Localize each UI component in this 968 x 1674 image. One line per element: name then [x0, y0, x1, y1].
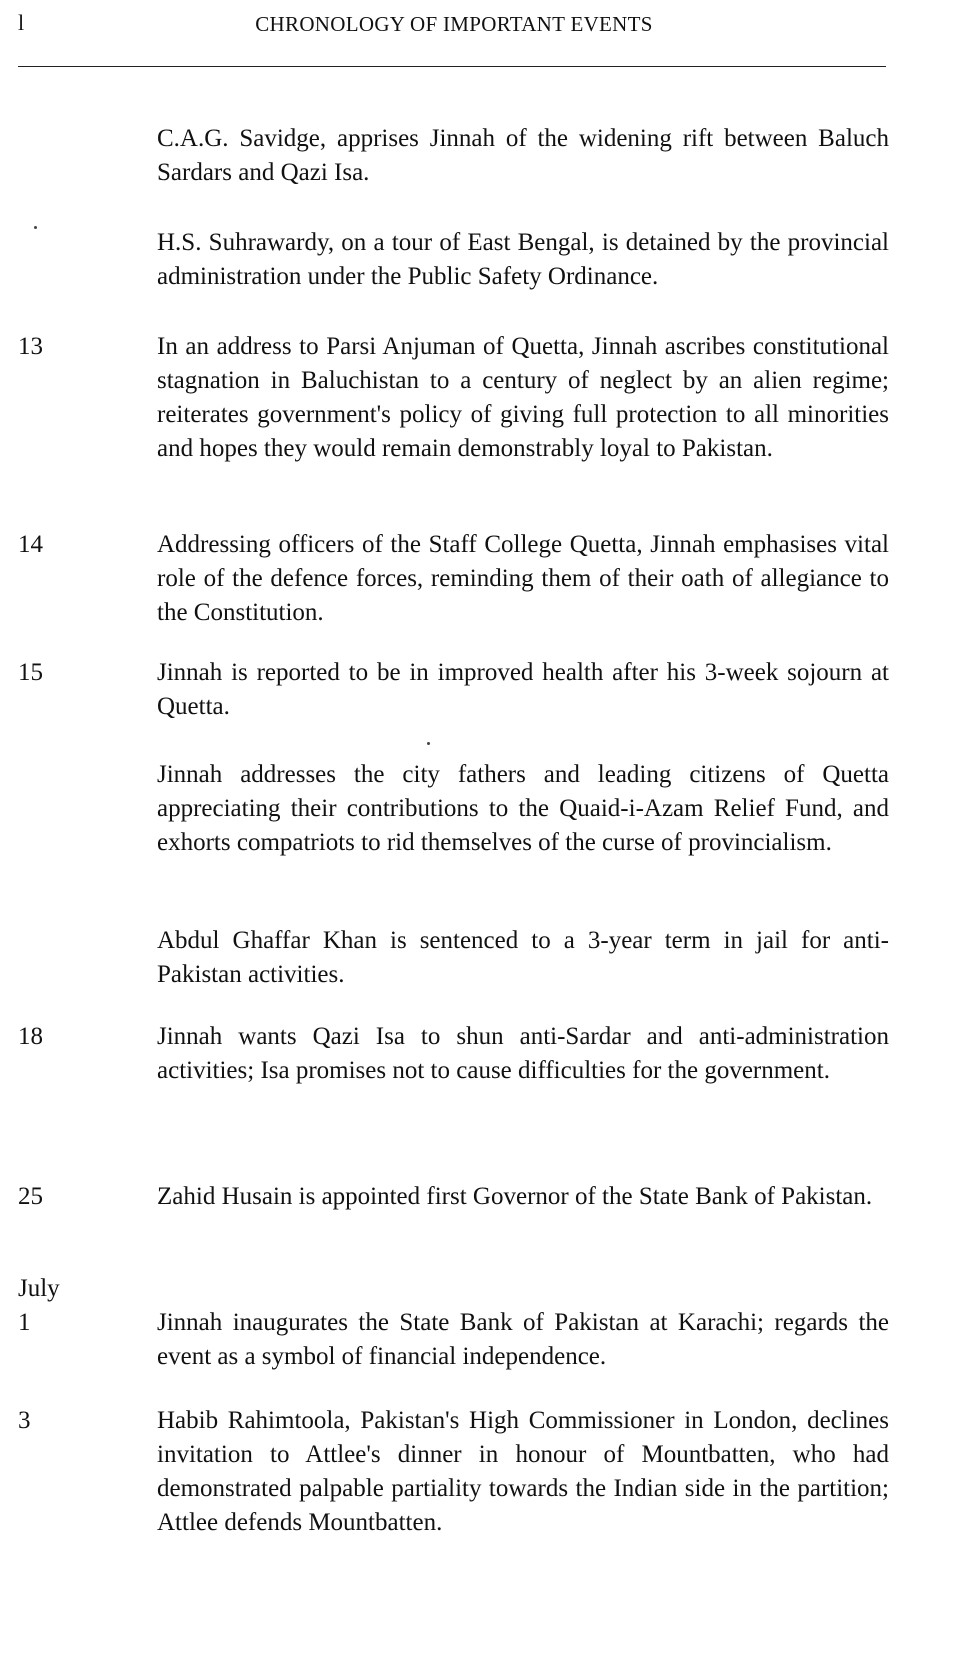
page-number: l [18, 10, 25, 35]
entry-text: C.A.G. Savidge, apprises Jinnah of the widening rift between Baluch Sardars and Qazi Isa. [157, 125, 889, 186]
entry-date: 18 [18, 1023, 43, 1050]
entry-date: 1 [18, 1309, 31, 1336]
entry-text: Jinnah addresses the city fathers and leading citizens of Quetta appreciating their contributions to the Quaid-i-Azam Relief Fund, and exhorts compatriots to rid themselves of the curse of provincialism. [157, 761, 889, 856]
entry-date: 15 [18, 659, 43, 686]
entry-date: 14 [18, 531, 43, 558]
entry-date: 3 [18, 1407, 31, 1434]
header-rule [18, 66, 886, 67]
stray-mark [427, 742, 430, 745]
entry-text: Addressing officers of the Staff College Quetta, Jinnah emphasises vital role of the defence forces, reminding them of their oath of allegiance to the Constitution. [157, 531, 889, 626]
stray-mark [34, 226, 37, 229]
entry-text: Jinnah is reported to be in improved health after his 3-week sojourn at Quetta. [157, 659, 889, 720]
entry-text: Habib Rahimtoola, Pakistan's High Commissioner in London, declines invitation to Attlee's dinner in honour of Mountbatten, who had demonstrated palpable partiality towards the Indian side in the partition; Attlee defends Mountbatten. [157, 1407, 889, 1536]
entry-text: Zahid Husain is appointed first Governor of the State Bank of Pakistan. [157, 1183, 873, 1210]
entry-text: Abdul Ghaffar Khan is sentenced to a 3-year term in jail for anti-Pakistan activities. [157, 927, 889, 988]
entry-text: H.S. Suhrawardy, on a tour of East Bengal, is detained by the provincial administration under the Public Safety Ordinance. [157, 229, 889, 290]
entry-text: Jinnah inaugurates the State Bank of Pakistan at Karachi; regards the event as a symbol of financial independence. [157, 1309, 889, 1370]
entry-text: Jinnah wants Qazi Isa to shun anti-Sardar and anti-administration activities; Isa promises not to cause difficulties for the government. [157, 1023, 889, 1084]
running-head: CHRONOLOGY OF IMPORTANT EVENTS [255, 12, 653, 36]
month-label: July [18, 1275, 60, 1302]
entry-text: In an address to Parsi Anjuman of Quetta, Jinnah ascribes constitutional stagnation in Baluchistan to a century of neglect by an alien regime; reiterates government's policy of giving full protection to all minorities and hopes they would remain demonstrably loyal to Pakistan. [157, 333, 889, 462]
entry-date: 13 [18, 333, 43, 360]
entry-date: 25 [18, 1183, 43, 1210]
